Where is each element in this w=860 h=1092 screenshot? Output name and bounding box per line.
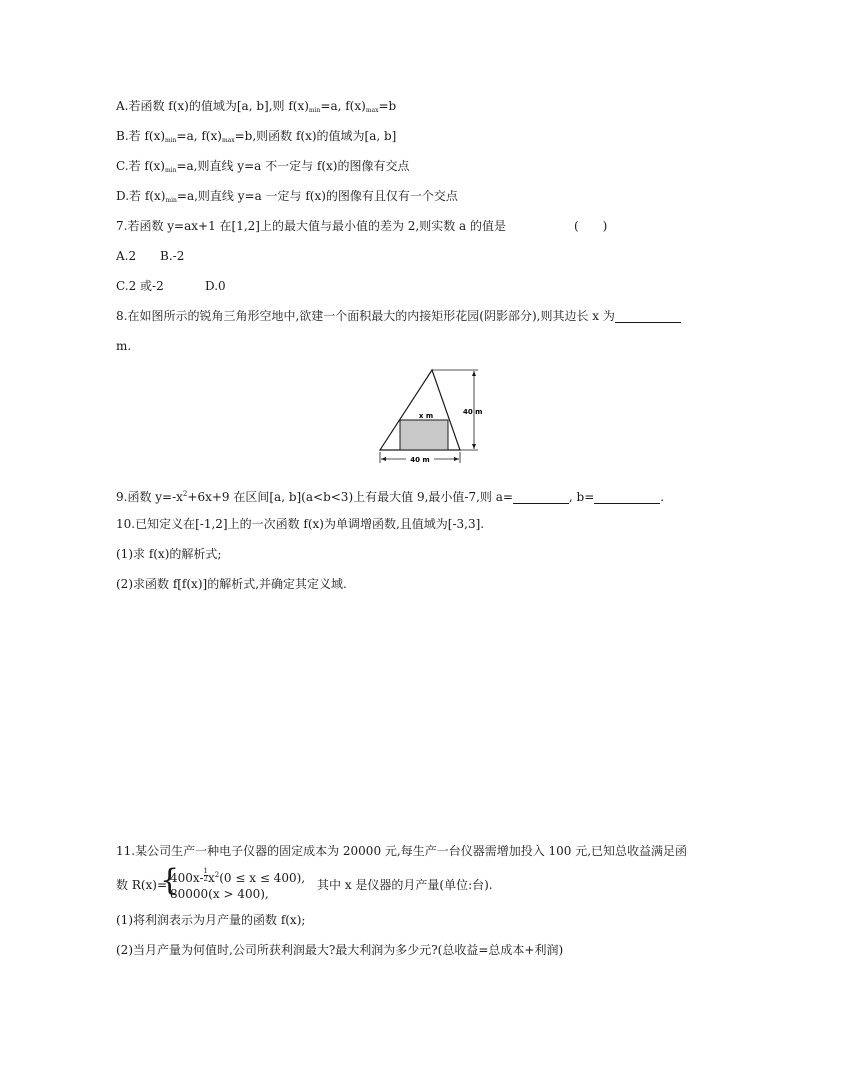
subscript-min: min (308, 107, 321, 114)
piecewise-case2: 80000(x > 400), (170, 887, 269, 901)
q7-stem-text: 7.若函数 y=ax+1 在[1,2]上的最大值与最小值的差为 2,则实数 a 的值是 (116, 219, 507, 233)
q10-part1: (1)求 f(x)的解析式; (116, 547, 222, 561)
arrow-head-up (472, 371, 476, 376)
superscript-2: 2 (214, 871, 220, 879)
q11-part2: (2)当月产量为何值时,公司所获利润最大?最大利润为多少元?(总收益=总成本+利润) (116, 943, 564, 957)
q6-option-a-text2: =a, f(x) (320, 99, 366, 113)
label-x: x m (418, 412, 434, 420)
case1-condition: (0 ≤ x ≤ 400), (219, 871, 306, 885)
q9-text2: +6x+9 在区间[a, b](a<b<3)上有最大值 9,最小值-7,则 a= (187, 490, 513, 504)
q8-stem-text: 8.在如图所示的锐角三角形空地中,欲建一个面积最大的内接矩形花园(阴影部分),则其边长 x 为 (116, 309, 615, 323)
q7-option-a: A.2 (116, 249, 137, 263)
q6-option-b (116, 128, 396, 149)
q8-triangle-figure (376, 366, 496, 466)
piecewise-brace: { (160, 863, 180, 898)
piecewise-case1 (170, 868, 305, 885)
q8-stem (116, 308, 681, 324)
q9-answer-blank-a[interactable] (513, 491, 569, 504)
subscript-max: max (365, 107, 379, 114)
q6-option-b-text2: =a, f(x) (176, 129, 222, 143)
q7-option-b: B.-2 (160, 249, 185, 263)
q9-text3: , b= (568, 490, 595, 504)
arrow-head-down (472, 444, 476, 449)
subscript-min: min (165, 197, 177, 204)
q9-answer-blank-b[interactable] (594, 491, 660, 504)
fraction-denominator: 2 (203, 875, 208, 883)
q6-option-c (116, 158, 409, 179)
q9-text1: 9.函数 y=-x (116, 490, 183, 504)
q6-option-b-text3: =b,则函数 f(x)的值域为[a, b] (234, 129, 397, 143)
subscript-min: min (164, 167, 177, 174)
case1-text-a: 400x- (170, 871, 204, 885)
q7-answer-paren: ( ) (574, 219, 608, 233)
label-height: 40 m (463, 408, 483, 416)
q6-option-a-text1: A.若函数 f(x)的值域为[a, b],则 f(x) (116, 99, 309, 113)
q6-option-d-text1: D.若 f(x) (116, 189, 166, 203)
q10-stem: 10.已知定义在[-1,2]上的一次函数 f(x)为单调增函数,且值域为[-3,3]. (116, 517, 485, 531)
q9-text4: . (660, 490, 665, 504)
q6-option-a-text3: =b (378, 99, 397, 113)
q7-option-c: C.2 或-2 (116, 279, 164, 293)
q7-option-d: D.0 (205, 279, 226, 293)
q6-option-c-text1: C.若 f(x) (116, 159, 165, 173)
arrow-head-left (381, 457, 386, 461)
q7-stem (116, 218, 506, 234)
q6-option-d-text2: =a,则直线 y=a 一定与 f(x)的图像有且仅有一个交点 (176, 189, 458, 203)
q10-part2: (2)求函数 f[f(x)]的解析式,并确定其定义域. (116, 577, 347, 591)
arrow-head-right (454, 457, 459, 461)
q8-unit: m. (116, 339, 132, 353)
q6-option-c-text2: =a,则直线 y=a 不一定与 f(x)的图像有交点 (176, 159, 410, 173)
subscript-min: min (165, 137, 177, 144)
fraction-numerator: 1 (203, 867, 208, 875)
q6-option-d (116, 188, 458, 209)
q6-option-a (116, 98, 396, 119)
q11-stem: 11.某公司生产一种电子仪器的固定成本为 20000 元,每生产一台仪器需增加投入 100 元,已知总收益满足函 (116, 844, 688, 858)
shaded-rectangle (400, 420, 448, 450)
q9-stem (116, 486, 664, 505)
case1-text-b: x (207, 871, 215, 885)
subscript-max: max (221, 137, 235, 144)
q11-part1: (1)将利润表示为月产量的函数 f(x); (116, 913, 306, 927)
q6-option-b-text1: B.若 f(x) (116, 129, 166, 143)
q11-function-suffix: 其中 x 是仪器的月产量(单位:台). (317, 878, 493, 892)
q11-function-prefix: 数 R(x)= (116, 878, 168, 892)
superscript-2: 2 (182, 490, 188, 498)
q8-answer-blank[interactable] (615, 310, 681, 323)
label-base: 40 m (410, 456, 430, 464)
